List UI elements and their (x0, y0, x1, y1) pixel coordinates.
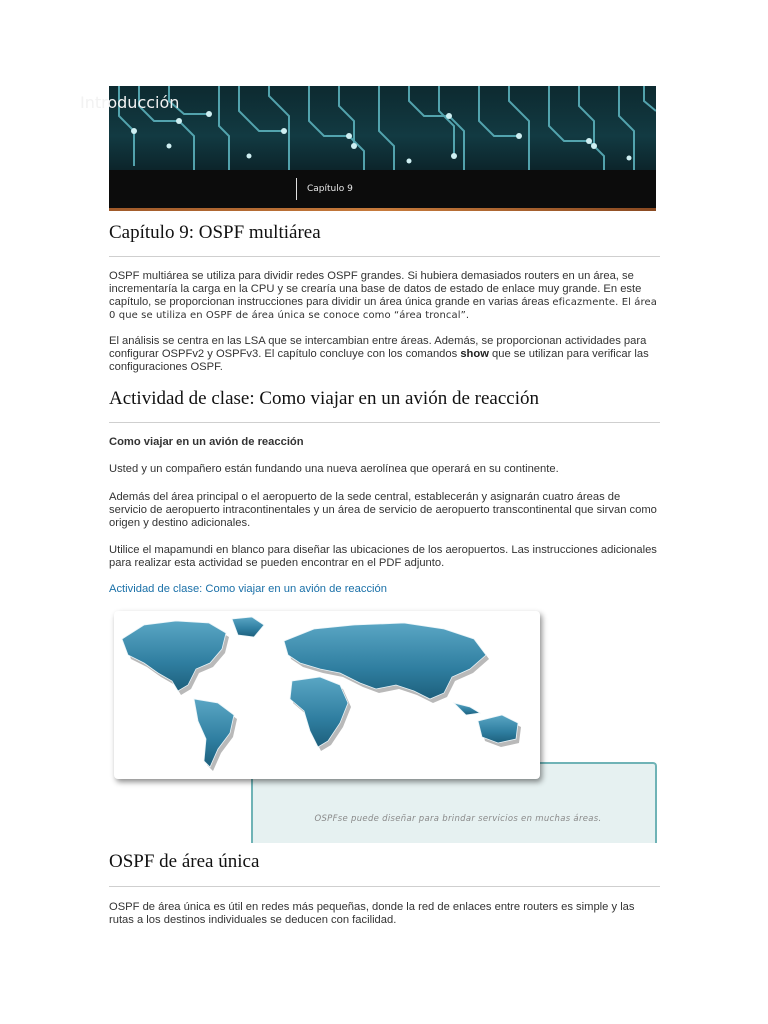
activity-subheading: Como viajar en un avión de reacción (109, 436, 304, 448)
activity-pdf-link[interactable]: Actividad de clase: Como viajar en un avión de reacción (109, 583, 387, 595)
figure-caption: OSPFse puede diseñar para brindar servicios en muchas áreas. (314, 814, 602, 824)
paragraph-activity-2: Además del área principal o el aeropuerto de la sede central, establecerán y asignarán cuatro áreas de servicio de aeropuerto intracontinentales y un área de servicio de aeropuerto transcontinental que sirvan como origen y destino adicionales. (109, 491, 657, 529)
banner-chapter-label: Capítulo 9 (307, 184, 353, 194)
section-heading-activity: Actividad de clase: Como viajar en un avión de reacción (109, 388, 539, 409)
show-command: show (460, 348, 489, 360)
paragraph-intro-text: OSPF multiárea se utiliza para dividir redes OSPF grandes. Si hubiera demasiados routers en un área, se incrementaría la carga en la CPU y se crearía una base de datos de estado de enlace muy grande. En este capítulo, se proporcionan instrucciones para dividir un área única grande en varias áreas (109, 270, 642, 308)
paragraph-single-area: OSPF de área única es útil en redes más pequeñas, donde la red de enlaces entre routers es simple y las rutas a los destinos individuales se deducen con facilidad. (109, 901, 635, 926)
south-america-shape (194, 699, 234, 767)
section-divider (109, 886, 660, 887)
circuit-board-graphic (109, 86, 656, 172)
section-divider (109, 422, 660, 423)
section-divider (109, 256, 660, 257)
north-america-shape (122, 621, 226, 691)
islands-shape (454, 703, 480, 715)
banner-title: Introducción (80, 93, 180, 112)
banner-divider (296, 178, 297, 200)
paragraph-analysis-text: El análisis se centra en las LSA que se intercambian entre áreas. Además, se proporcionan actividades para configurar OSPFv2 y OSPFv3. El capítulo concluye con los comandos (109, 335, 647, 360)
paragraph-intro (109, 270, 660, 322)
chapter-banner (109, 86, 656, 211)
africa-shape (290, 677, 348, 747)
paragraph-analysis (109, 335, 660, 374)
banner-title-bar (109, 170, 656, 208)
banner-accent-stripe (109, 208, 656, 211)
paragraph-activity-3: Utilice el mapamundi en blanco para diseñar las ubicaciones de los aeropuertos. Las instrucciones adicionales para realizar esta actividad se pueden encontrar en el PDF adjunto. (109, 544, 657, 569)
paragraph-analysis-tail: que se utilizan para verificar las configuraciones OSPF. (109, 348, 649, 373)
greenland-shape (232, 617, 264, 637)
world-map-figure (114, 611, 540, 779)
section-heading-single-area: OSPF de área única (109, 851, 260, 872)
world-map-image (114, 611, 540, 779)
section-heading-chapter: Capítulo 9: OSPF multiárea (109, 222, 321, 243)
australia-shape (478, 715, 518, 743)
paragraph-activity-1: Usted y un compañero están fundando una nueva aerolínea que operará en su continente. (109, 463, 559, 475)
paragraph-intro-tail: eficazmente. El área 0 que se utiliza en OSPF de área única se conoce como “área troncal”. (109, 297, 657, 321)
